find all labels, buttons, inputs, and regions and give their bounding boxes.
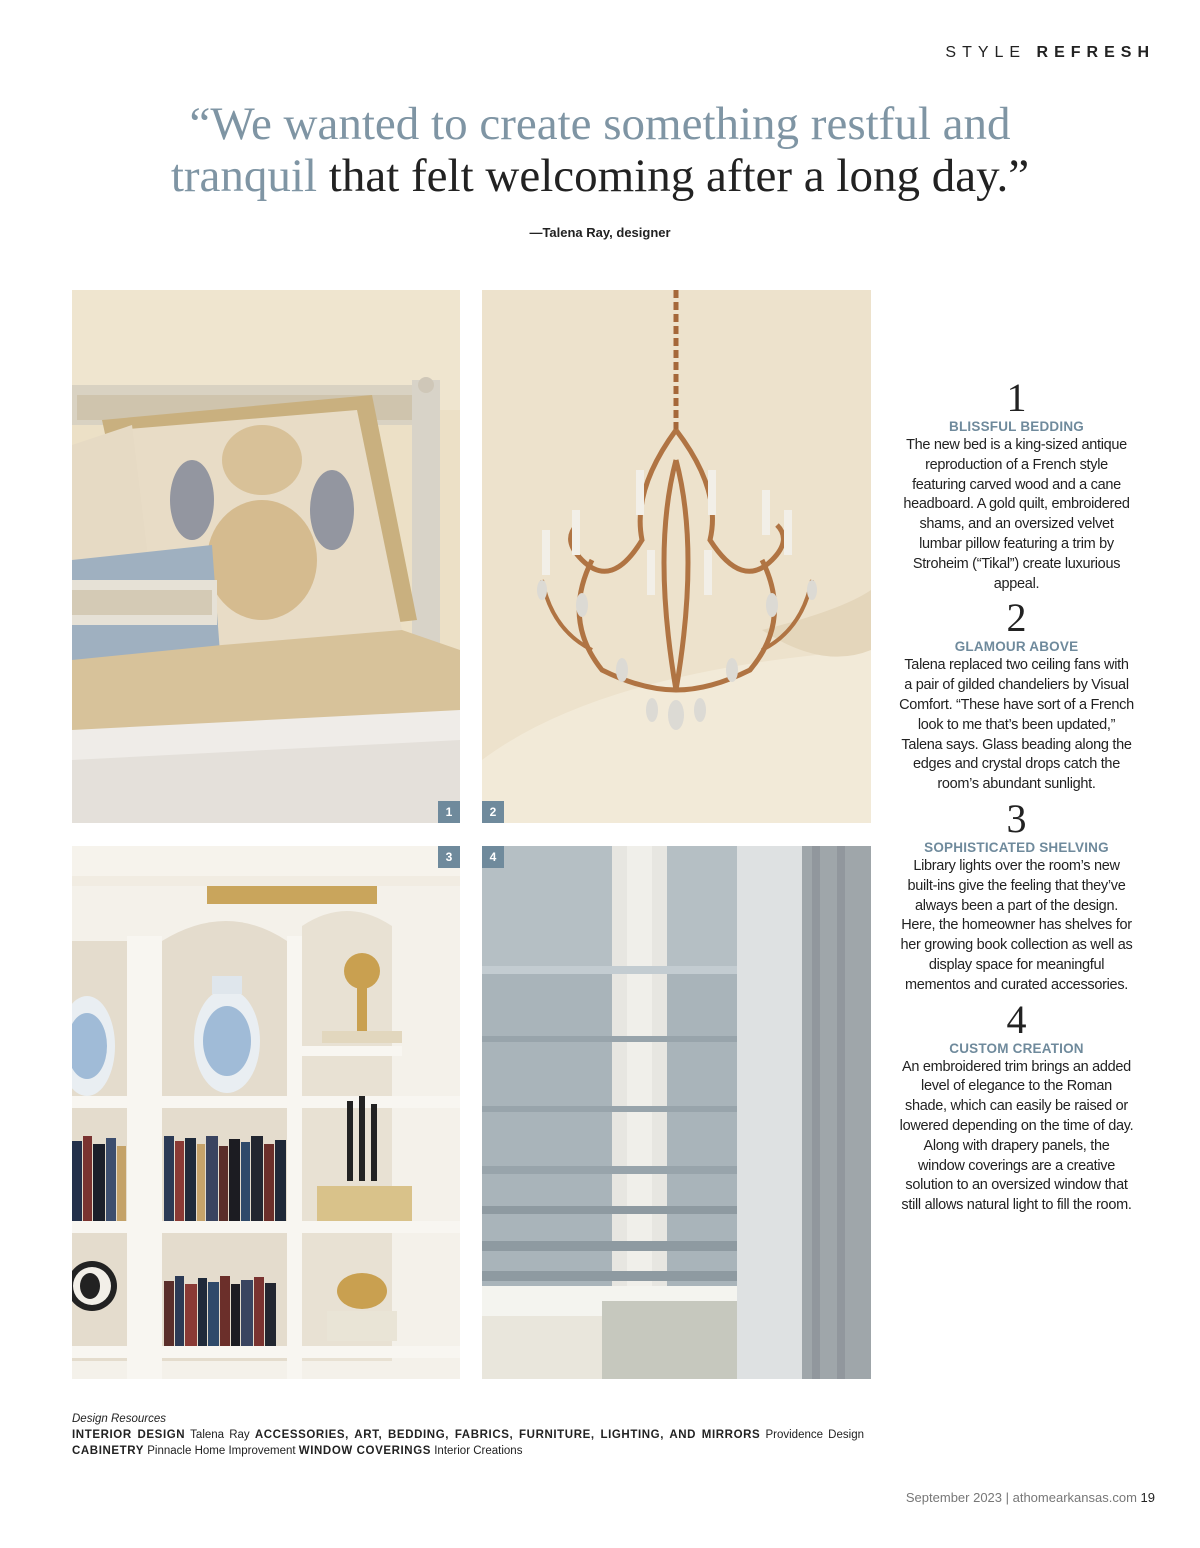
caption-item bbox=[895, 375, 1138, 594]
caption-number: 2 bbox=[1006, 595, 1027, 641]
caption-number: 1 bbox=[1006, 375, 1027, 420]
design-resources bbox=[72, 1411, 864, 1459]
caption-number: 3 bbox=[1006, 795, 1027, 841]
quote-dark-part: that felt welcoming after a long day.” bbox=[317, 150, 1030, 202]
caption-body: An embroidered trim brings an added level of elegance to the Roman shade, which can easily be raised or lowered depending on the time of day. Along with drapery panels, the window coverings are a creative solution to an oversized window that still allows natural light to fill the room. bbox=[899, 1058, 1134, 1214]
caption-item bbox=[895, 795, 1138, 996]
resource-window-value: Interior Creations bbox=[434, 1445, 523, 1457]
photo-number-badge: 3 bbox=[438, 846, 460, 868]
resource-cabinetry-value: Pinnacle Home Improvement bbox=[147, 1445, 296, 1457]
caption-body: The new bed is a king-sized antique reproduction of a French style featuring carved wood and a cane headboard. A gold quilt, embroidered shams, and an oversized velvet lumbar pillow featuring a trim by Stroheim (“Tikal”) create luxurious appeal. bbox=[903, 437, 1130, 592]
photo-number-badge: 2 bbox=[482, 801, 504, 823]
caption-title: BLISSFUL BEDDING bbox=[949, 419, 1084, 434]
resource-interior-design-value: Talena Ray bbox=[190, 1429, 250, 1441]
quote-attribution: —Talena Ray, designer bbox=[529, 225, 671, 240]
resource-accessories-value: Providence Design bbox=[765, 1429, 864, 1441]
resources-line-2 bbox=[72, 1443, 864, 1459]
photo-number-badge: 1 bbox=[438, 801, 460, 823]
caption-item bbox=[895, 595, 1138, 795]
caption-title: GLAMOUR ABOVE bbox=[954, 639, 1079, 655]
roman-shade-photo bbox=[482, 846, 871, 1379]
caption-number: 4 bbox=[1006, 996, 1027, 1042]
caption-body: Talena replaced two ceiling fans with a pair of gilded chandeliers by Visual Comfort. “These have sort of a French look to me that’s been updated,” Talena says. Glass beading along the edges and crystal drops catch the room’s abundant sunlight. bbox=[899, 657, 1134, 793]
page-footer bbox=[906, 1490, 1155, 1505]
caption-sidebar bbox=[895, 375, 1138, 1220]
page-number: 19 bbox=[1140, 1490, 1155, 1505]
caption-title: CUSTOM CREATION bbox=[949, 1040, 1084, 1056]
resource-cabinetry-label: CABINETRY bbox=[72, 1445, 145, 1457]
resources-line-1 bbox=[72, 1427, 864, 1443]
caption-item bbox=[895, 996, 1138, 1216]
section-header-bold: REFRESH bbox=[1036, 44, 1155, 61]
resource-accessories-label: ACCESSORIES, ART, BEDDING, FABRICS, FURNITURE, LIGHTING, AND MIRRORS bbox=[254, 1429, 761, 1441]
section-header bbox=[945, 44, 1155, 62]
shelving-photo bbox=[72, 846, 460, 1379]
photo-number-badge: 4 bbox=[482, 846, 504, 868]
quote-line-1: “We wanted to create something restful and bbox=[189, 98, 1011, 150]
pull-quote bbox=[0, 98, 1200, 202]
footer-issue: September 2023 | athomearkansas.com bbox=[905, 1490, 1137, 1505]
resources-label: Design Resources bbox=[72, 1413, 166, 1425]
quote-accent-word: tranquil bbox=[170, 150, 318, 202]
bedding-photo bbox=[72, 290, 460, 823]
caption-title: SOPHISTICATED SHELVING bbox=[924, 839, 1109, 855]
caption-body: Library lights over the room’s new built-ins give the feeling that they’ve always been a part of the design. Here, the homeowner has shelves for her growing book collection as well as display space for meaningful mementos and curated accessories. bbox=[900, 857, 1133, 993]
resource-interior-design-label: INTERIOR DESIGN bbox=[72, 1429, 186, 1441]
section-header-light: STYLE bbox=[945, 44, 1027, 61]
chandelier-photo bbox=[482, 290, 871, 823]
resource-window-label: WINDOW COVERINGS bbox=[298, 1445, 432, 1457]
